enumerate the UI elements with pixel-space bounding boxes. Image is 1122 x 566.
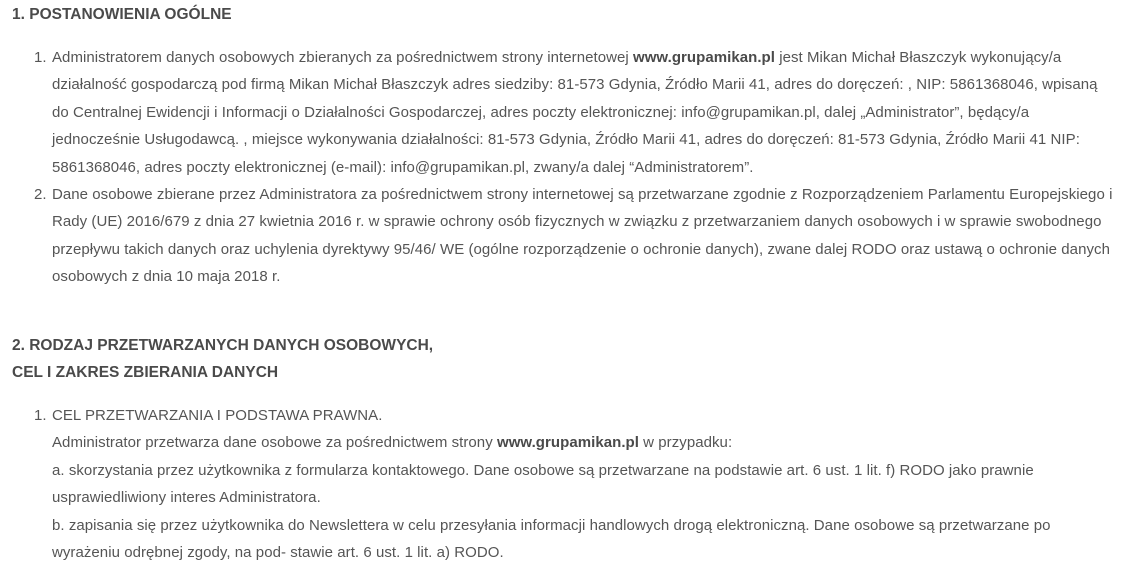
list-item-point-a: a. skorzystania przez użytkownika z formularza kontaktowego. Dane osobowe są przetwarzane na podstawie art. 6 ust. 1 lit. f) RODO jako prawnie usprawiedliwiony interes Administratora. xyxy=(52,461,1034,507)
section-1-list xyxy=(12,44,1116,291)
intro-text-part2: w przypadku: xyxy=(638,434,733,452)
list-item-text-part1: Administratorem danych osobowych zbieranych za pośrednictwem strony internetowej xyxy=(52,49,633,66)
website-url: www.grupamikan.pl xyxy=(496,434,639,452)
section-1-title-text: 1. POSTANOWIENIA OGÓLNE xyxy=(12,6,232,23)
section-1-title xyxy=(12,1,232,28)
list-item-number: 1. xyxy=(34,49,47,66)
list-item-point-b: b. zapisania się przez użytkownika do Newslettera w celu przesyłania informacji handlowych drogą elektroniczną. Dane osobowe są przetwarzane po wyrażeniu odrębnej zgody, na pod- stawie art. 6 ust. 1 lit. a) RODO. xyxy=(52,516,1051,562)
section-2-title-line2: CEL I ZAKRES ZBIERANIA DANYCH xyxy=(12,364,279,381)
list-item xyxy=(12,181,1116,291)
section-2-list xyxy=(12,402,1116,566)
list-item-number: 2. xyxy=(34,186,47,204)
list-item-number: 1. xyxy=(34,407,47,424)
intro-text-part1: Administrator przetwarza dane osobowe za pośrednictwem strony xyxy=(52,434,497,452)
list-item-intro xyxy=(52,429,1116,456)
list-item xyxy=(12,402,1116,566)
website-url: www.grupamikan.pl xyxy=(633,49,775,66)
section-2-title-line1: 2. RODZAJ PRZETWARZANYCH DANYCH OSOBOWYCH, xyxy=(12,337,434,354)
list-item-text-part2: jest Mikan Michał Błaszczyk wykonujący/a działalność gospodarczą pod firmą Mikan Michał Błaszczyk adres siedziby: 81-573 Gdynia, Źródło Marii 41, adres do doręczeń: , NIP: 5861368046, wpisaną do Centralnej Ewidencji i Informacji o Działalności Gospodarczej, adres poczty elektronicznej: info@grupamikan.pl, dalej „Administrator”, będący/a jednocześnie Usługodawcą. , miejsce wykonywania działalności: 81-573 Gdynia, Źródło Marii 41, adres do doręczeń: 81-573 Gdynia, Źródło Marii 41 NIP: 5861368046, adres poczty elektronicznej (e-mail): info@grupamikan.pl, zwany/a dalej “Administratorem”. xyxy=(52,49,1098,176)
list-item-text: Dane osobowe zbierane przez Administratora za pośrednictwem strony internetowej są przetwarzane zgodnie z Rozporządzeniem Parlamentu Europejskiego i Rady (UE) 2016/679 z dnia 27 kwietnia 2016 r. w sprawie ochrony osób fizycznych w związku z przetwarzaniem danych osobowych i w sprawie swobodnego przepływu takich danych oraz uchylenia dyrektywy 95/46/ WE (ogólne rozporządzenie o ochronie danych), zwane dalej RODO oraz ustawą o ochronie danych osobowych z dnia 10 maja 2018 r. xyxy=(52,186,1113,286)
list-item xyxy=(12,44,1116,181)
list-item-heading: CEL PRZETWARZANIA I PODSTAWA PRAWNA. xyxy=(52,407,383,424)
section-2-title xyxy=(12,332,433,386)
